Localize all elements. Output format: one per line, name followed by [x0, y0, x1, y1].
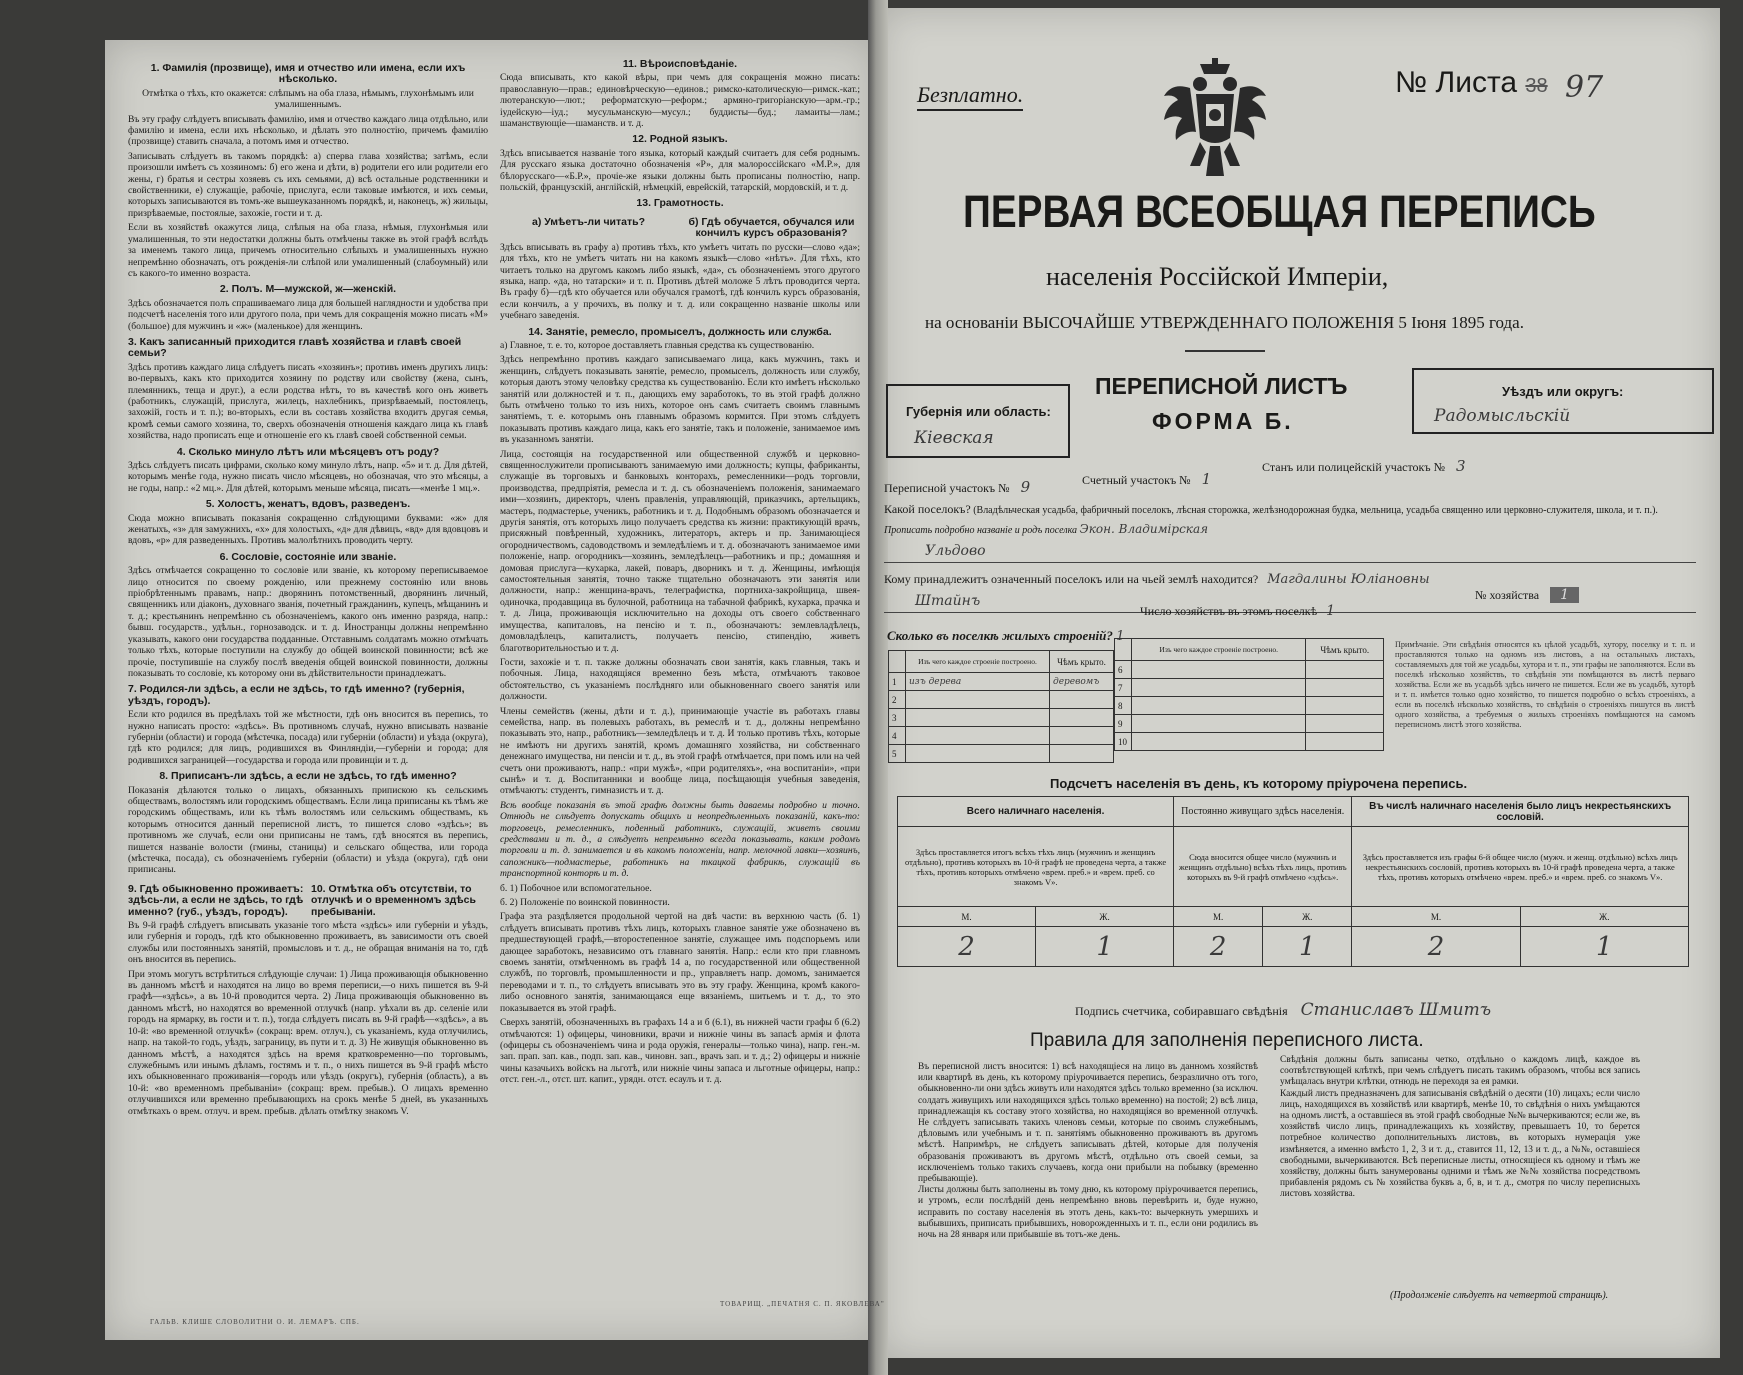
count-desc-nonpeasant: Здѣсь проставляется изъ графы 6-й общее число (мужч. и женщ. отдѣльно) всѣхъ лицъ некрестьянскихъ сословій, противъ которыхъ въ 10-й графѣ проведена черта, а также тѣхъ, противъ которыхъ отмѣчено «врем. преб.» и «врем. преб. со знакомъ V». — [1352, 827, 1689, 907]
count-total-m: 2 — [898, 927, 1036, 967]
paragraph: Здѣсь вписывать въ графу а) противъ тѣхъ, кто умѣетъ читать по русски—слово «да»; для тѣхъ, кто не умѣетъ читать ни на какомъ языкѣ—слово «нѣтъ». Для тѣхъ, кто читаетъ только на другомъ какомъ либо языкѣ, «да», съ обозначеніемъ этого другого языка, напр. «да, но татарски» и т. п. Противъ дѣтей моложе 5 лѣтъ проводится черта. Въ графу б)—гдѣ кто обучается или обучался грамотѣ, гдѣ кончилъ курсъ образованія, если кончилъ, а у прочихъ, въ полку и т. д. или сокращенно названіе школы или учебнаго заведенія. — [500, 241, 860, 322]
book-spine — [868, 0, 888, 1375]
uezd-label: Уѣздъ или округъ: — [1502, 384, 1624, 399]
section-heading: 5. Холостъ, женатъ, вдовъ, разведенъ. — [205, 498, 411, 511]
uchastok-value: 9 — [1020, 478, 1031, 496]
paragraph: Лица, состоящія на государственной или общественной службѣ и церковно-священнослужители прописываютъ занимаемую ими должность; купцы, фабриканты, служащіе въ торговыхъ и банковыхъ конторахъ, ремесленники—родъ торговли, производства, предпріятія, ремесла и т. д. съ обозначеніемъ положенія, занимаемаго ими—хозяинъ, директоръ, членъ правленія, управляющій, приказчикъ, артельщикъ, мастеръ, подмастерье, ученикъ, работникъ и т. д. Подобнымъ образомъ обозначается и другія занятія, отъ которыхъ лицо получаетъ средства къ жизни: практикующій врачъ, присяжный повѣренный, художникъ, литераторъ, актеръ и пр. Занимающіеся огородничествомъ, садоводствомъ и земледѣліемъ и т. д. обозначаютъ занимаемое ими положеніе, напр. огородникъ—хозяинъ, земледѣлецъ—работникъ и пр.; домашняя и домовая прислуга—кухарка, лакей, поваръ, дворникъ и т. д. Женщины, имѣющія самостоятельныя занятія, точно также тщательно обозначаютъ эти занятія или должности, напр.: женщина-врачъ, телеграфистка, портниха-закройщица, швея-одиночка, продавщица въ булочной, работница на табачной фабрикѣ, кухарка, прачка и т. д. Лица, проживающія исключительно на доходы отъ своего собственнаго имущества, капиталовъ, на пенсію и т. п., обозначаютъ: землевладѣлецъ, домовладѣлецъ, капиталистъ, получаетъ пенсію, стипендію, живетъ благотворительностью и т. д. — [500, 448, 860, 654]
paragraph: Здѣсь отмѣчается сокращенно то сословіе или званіе, къ которому переписываемое лицо относится по своему рожденію, или прежнему состоянію или вновь пріобрѣтеннымъ правамъ, напр.: дворянинъ потомственный, дворянинъ личный, священникъ или діаконъ, духовнаго званія, почетный гражданинъ, купецъ, мѣщанинъ и т. д.; крестьянинъ непремѣнно съ обозначеніемъ, какого онъ именно разряда, напр.: бывш. государств., удѣльн., горнозаводск. и т. д. Иностранцы должны непремѣнно указывать, какого они государства подданные. Отставнымъ солдатамъ можно отмѣчать только тѣхъ, которые поступили на службу до общей воинской повинности; всѣ же прочіе, поступившіе на службу послѣ введенія общей воинской повинности, должны показывать то сословіе, къ которому они въ дѣйствительности принадлежатъ. — [128, 565, 488, 679]
section-heading: 3. Какъ записанный приходится главѣ хозяйства и главѣ своей семьи? — [128, 335, 462, 360]
paragraph: Здѣсь слѣдуетъ писать цифрами, сколько кому минуло лѣтъ, напр. «5» и т. д. Для дѣтей, которымъ менѣе года, нужно писать число мѣсяцевъ, но обозначая, что это мѣсяцы, а не годы, напр.: «2 мц.». Для дѣтей, которымъ меньше мѣсяца, писать—«менѣе 1 мц.». — [128, 460, 488, 494]
signature-label: Подпись счетчика, собиравшаго свѣдѣнія — [1075, 1004, 1288, 1018]
section-heading: 6. Сословіе, состояніе или званіе. — [219, 550, 397, 563]
buildings-value: 1 — [1116, 629, 1125, 644]
rule-line — [884, 562, 1696, 563]
paragraph: Сюда можно вписывать показанія сокращенно слѣдующими буквами: «ж» для женатыхъ, «з» для замужнихъ, «х» для холостыхъ, «д» для дѣвицъ, «вд» для вдовцовъ и вдовъ, «р» для разведенныхъ. Противъ малолѣтнихъ проводить черту. — [128, 512, 488, 547]
form-subtitle: ФОРМА Б. — [1152, 408, 1294, 434]
rules-continued: (Продолженіе слѣдуетъ на четвертой страницѣ). — [1390, 1290, 1609, 1301]
table-row — [1115, 733, 1384, 751]
row-number: 1 — [889, 673, 906, 691]
col-head-roof: Чѣмъ крыто. — [1050, 651, 1114, 673]
zh-label: Ж. — [1036, 907, 1174, 927]
sheet-number-handwritten: 97 — [1565, 70, 1604, 105]
schet-field — [1082, 470, 1211, 488]
row-number: 10 — [1115, 733, 1132, 751]
row-number: 9 — [1115, 715, 1132, 733]
paragraph: а) Главное, т. е. то, которое доставляетъ главныя средства къ существованію. — [500, 339, 815, 351]
col-head-material: Изъ чего каждое строеніе построено. — [906, 651, 1050, 673]
sheet-number: 38 — [1525, 75, 1548, 97]
count-permanent-m: 2 — [1174, 927, 1263, 967]
material-cell — [906, 691, 1050, 709]
section-heading: 1. Фамилія (прозвище), имя и отчество или имена, если ихъ нѣсколько. — [150, 62, 466, 86]
material-cell — [906, 745, 1050, 763]
gubernia-box — [886, 384, 1070, 458]
col-head-material: Изъ чего каждое строеніе построено. — [1132, 639, 1306, 661]
table-row — [1115, 715, 1384, 733]
row-number: 4 — [889, 727, 906, 745]
table-row — [889, 727, 1114, 745]
paragraph: Если кто родился въ предѣлахъ той же мѣстности, гдѣ онъ вносится въ перепись, то нужно написать просто: «здѣсь». Въ противномъ случаѣ, нужно вписывать названіе губерніи (области) и города (мѣстечка, посада) или губерніи (области) и уѣзда (округа), гдѣ кто родился; для лицъ, родившихся въ Финляндіи,—губерніи и города; для родившихся заграницей—государства и города или провинціи и т. д. — [128, 709, 488, 766]
section-heading: 8. Приписанъ-ли здѣсь, а если не здѣсь, то гдѣ именно? — [159, 770, 457, 783]
paragraph: Члены семействъ (жены, дѣти и т. д.), принимающіе участіе въ работахъ главы семейства, напр. въ полевыхъ работахъ, въ ремеслѣ и т. д., должны непремѣнно показывать это, напр., работникъ—земледѣлецъ и т. д. И только противъ тѣхъ, которые не имѣютъ ни другихъ занятій, кромъ домашняго хозяйства, ни собственнаго денежнаго имущества, ни пенсіи и т. д., въ этой графѣ отмѣчается, при помъ или на чей счетъ они проживаютъ, напр.: «при мужѣ», «при родителяхъ», «на воспитаніи», «при сынѣ» и т. д. Воспитанники и вообще лица, посѣщающія учебныя заведенія, отмѣчаютъ: студентъ, гимназистъ и т. д. — [500, 705, 860, 797]
printer-footer-right: ТОВАРИЩ. „ПЕЧАТНЯ С. П. ЯКОВЛЕВА" — [720, 1300, 885, 1308]
stan-label: Станъ или полицейскій участокъ № — [1262, 460, 1446, 474]
paragraph: Записывать слѣдуетъ въ такомъ порядкѣ: а) сперва глава хозяйства; затѣмъ, если произошли имѣетъ съ хозяиномъ: б) его жена и дѣти, в) родители его или родители его жены, г) братья и сестры хозяевъ съ ихъ семьями, д) всѣ остальные родственники и свойственники, е) служащіе, рабочіе, прислуга, если таковые имѣются, и ихъ семьи, которыхъ записываются въ томъ-же вышеуказанномъ порядкѣ, и, наконецъ, ж) жильцы, призрѣваемые, постоялые, захожіе, гости и т. д. — [128, 150, 488, 219]
count-desc-permanent: Сюда вносится общее число (мужчинъ и женщинъ отдѣльно) всѣхъ тѣхъ лицъ, противъ которыхъ въ 9-й графѣ отмѣчено «здѣсь». — [1174, 827, 1352, 907]
buildings-table-right — [1114, 638, 1384, 751]
table-row — [889, 673, 1114, 691]
paragraph: Сюда вписывать, кто какой вѣры, при чемъ для сокращенія можно писать: православную—прав.; единовѣрческую—единов.; римско-католическую—римск.-кат.; лютеранскую—лют.; реформатскую—реформ.; армяно-григоріанскую—арм.-гр.; іудейскую—іуд.; мусульманскую—мусул.; буддисты—буд.; ламаиты—лам.; шаманствующіе—шаманств. и т. д. — [500, 72, 860, 130]
roof-cell — [1050, 727, 1114, 745]
schet-value: 1 — [1201, 470, 1212, 488]
paragraph: Если въ хозяйствѣ окажутся лица, слѣпыя на оба глаза, нѣмыя, глухонѣмыя или умалишенныя, то эти недостатки должны быть отмѣчены также въ этой графѣ вслѣдъ за именемъ такого лица, причемъ относительно слѣпыхъ и умалишенныхъ нужно непремѣнно обозначать, отъ рожденія-ли слѣпой или умалишенный (слабоумный) или съ какого-то именно возраста. — [128, 222, 488, 279]
signature-field — [1075, 1000, 1491, 1020]
section-heading: 2. Полъ. М—мужской, ж—женскій. — [219, 283, 397, 296]
section-heading: 9. Гдѣ обыкновенно проживаетъ: здѣсь-ли, а если не здѣсь, то гдѣ именно? (губ., уѣздъ, городъ). — [128, 882, 304, 918]
m-label: М. — [1174, 907, 1263, 927]
double-headed-eagle-emblem — [1160, 58, 1270, 188]
m-label: М. — [898, 907, 1036, 927]
row-number: 6 — [1115, 661, 1132, 679]
section-heading: 12. Родной языкъ. — [632, 133, 728, 146]
m-label: М. — [1352, 907, 1520, 927]
gubernia-value: Кіевская — [914, 428, 994, 448]
count-head-permanent: Постоянно живущаго здѣсь населенія. — [1174, 797, 1352, 827]
section-heading: 11. Вѣроисповѣданіе. — [622, 58, 738, 70]
row-number: 8 — [1115, 697, 1132, 715]
zh-label: Ж. — [1520, 907, 1688, 927]
paragraph: б. 2) Положеніе по воинской повинности. — [500, 897, 670, 909]
printer-footer-left: ГАЛЬВ. КЛИШЕ СЛОВОЛИТНИ О. И. ЛЕМАРЪ. СПБ. — [150, 1318, 360, 1326]
rules-column-left: Въ переписной листъ вносится: 1) всѣ находящіеся на лицо въ данномъ хозяйствѣ или квартирѣ въ день, къ которому пріурочивается перепись, безразлично отъ того, обыкновенно-ли они здѣсь живутъ или находятся здѣсь только временно (за исключ. солдатъ живущихъ или находящихся здѣсь только временно) на постой; 2) всѣ лица, принадлежащія къ составу этого хозяйства, но находящіяся во временной отлучкѣ. Не слѣдуетъ записывать такихъ членовъ семьи, которые по своимъ служебнымъ, дѣловымъ или учебнымъ и т. п. занятіямъ обыкновенно проживаютъ въ другомъ мѣстѣ. Напримѣръ, не слѣдуетъ записывать дѣтей, которые для полученія образованія проживаютъ въ другомъ мѣстѣ, отдѣльно отъ своей семьи, за исключеніемъ только такихъ случаевъ, когда они прибыли на побывку (временно пребывающіе). Листы должны быть заполнены въ тому дню, къ которому пріурочивается перепись, и утромъ, если послѣдній день непремѣнно вновь перевѣрить и, буде нужно, исправить по составу населенія въ этотъ день, какъ-то: вычеркнуть умершихъ и выбывшихъ, приписать прибывшихъ, новорожденныхъ и т. п., если они родились въ ночь на 28 января или прибывшіе въ тотъ-же день. — [918, 1062, 1258, 1241]
count-permanent-zh: 1 — [1263, 927, 1352, 967]
form-title: ПЕРЕПИСНОЙ ЛИСТЪ — [1095, 373, 1348, 399]
section-heading: 10. Отмѣтка объ отсутствіи, то отлучкѣ и о временномъ здѣсь пребываніи. — [311, 882, 476, 918]
count-nonpeasant-zh: 1 — [1520, 927, 1688, 967]
owner-field — [884, 572, 1430, 587]
section-heading: Отмѣтка о тѣхъ, кто окажется: слѣпымъ на оба глаза, нѣмымъ, глухонѣмымъ или умалишеннымъ. — [142, 87, 474, 111]
material-cell — [906, 709, 1050, 727]
stan-value: 3 — [1456, 457, 1466, 475]
paragraph: Здѣсь непремѣнно противъ каждаго записываемаго лица, какъ мужчинъ, такъ и женщинъ, слѣдуетъ показывать занятіе, ремесло, промыселъ, должность или службу, которыя даютъ этому человѣку средства къ существованію. Если кто имѣетъ нѣсколько занятій или должностей и т. п., дающихъ ему заработокъ, то въ этой графѣ должно быть отмѣчено только то изъ нихъ, которое онъ самъ считаетъ своимъ главнымъ занятіемъ, т. е. которымъ онъ главнымъ образомъ кормится. При этомъ слѣдуетъ показывать противъ каждаго лица, какъ его занятіе, такъ и положеніе, занимаемое имъ въ указанномъ занятіи. — [500, 354, 860, 446]
count-nonpeasant-m: 2 — [1352, 927, 1520, 967]
row-number: 5 — [889, 745, 906, 763]
poselok-label: Какой поселокъ? — [884, 502, 971, 516]
buildings-note: Примѣчаніе. Эти свѣдѣнія относятся къ цѣлой усадьбѣ, хутору, поселку и т. п. и проставляются только на одномъ изъ листовъ, а на остальныхъ листахъ, составляемыхъ для той же усадьбы, хутора и т. п., эти графы не заполняются. Если въ поселкѣ нѣсколько хозяйствъ, то свѣдѣнія эти помѣщаются въ листѣ перваго хозяйства. Если же въ усадьбѣ здѣсь ничего не пишется. Если же въ усадьбѣ, хуторѣ и т. п. имѣется только одно хозяйство, то пишется подробно о всѣхъ строеніяхъ, а если въ поселкѣ нѣсколько хозяйствъ, то свѣдѣнія о строеніяхъ пишутся въ листѣ одного хозяйства, а требуемыя о жилыхъ строеніяхъ помѣщаются на самомъ переписномъ листѣ этого хозяйства. — [1395, 640, 1695, 729]
section-heading: 4. Сколько минуло лѣтъ или мѣсяцевъ отъ роду? — [176, 445, 440, 458]
poselok-hint: (Владѣльческая усадьба, фабричный поселокъ, лѣсная сторожка, желѣзнодорожная будка, мельница, усадьба священно или церковно-служителя, школа, и т. п.). — [973, 505, 1658, 516]
census-title: ПЕРВАЯ ВСЕОБЩАЯ ПЕРЕПИСЬ — [963, 186, 1596, 237]
instructions-column-1 — [128, 58, 488, 1298]
uchastok-label: Переписной участокъ № — [884, 481, 1010, 495]
count-title: Подсчетъ населенія въ день, къ которому пріурочена перепись. — [1050, 776, 1468, 791]
poselok-value-2: Ульдово — [925, 543, 986, 559]
household-number-field — [1475, 587, 1579, 603]
households-field — [1140, 603, 1335, 619]
material-cell: изъ дерева — [906, 673, 1050, 691]
gubernia-label: Губернія или область: — [906, 404, 1051, 419]
section-heading: 13. Грамотность. — [636, 197, 724, 210]
table-row — [889, 691, 1114, 709]
uchastok-field — [884, 478, 1030, 496]
paragraph: б. 1) Побочное или вспомогательное. — [500, 882, 652, 894]
roof-cell — [1050, 745, 1114, 763]
row-number: 2 — [889, 691, 906, 709]
roof-cell: деревомъ — [1050, 673, 1114, 691]
divider — [1185, 350, 1265, 352]
section-subheading: а) Умѣетъ-ли читать? — [532, 215, 645, 228]
table-row — [889, 709, 1114, 727]
buildings-label: Сколько въ поселкѣ жилыхъ строеній? — [887, 628, 1113, 643]
paragraph: Здѣсь обозначается полъ спрашиваемаго лица для большей наглядности и удобства при подсчетѣ населенія того или другого пола, при чемъ для сокращенія можно писать «М» (большое) для мужчинъ и «ж» (маленькое) для женщинъ. — [128, 297, 488, 332]
poselok-hint2: Прописать подробно названіе и родъ поселка — [884, 525, 1078, 536]
table-row — [1115, 679, 1384, 697]
census-subtitle: населенія Россійской Имперіи, — [1046, 262, 1389, 291]
owner-label: Кому принадлежитъ означенный поселокъ или на чьей землѣ находится? — [884, 572, 1259, 586]
sheet-label: № Листа — [1395, 66, 1518, 99]
section-heading: 14. Занятіе, ремесло, промыселъ, должность или служба. — [528, 325, 832, 338]
paragraph: При этомъ могутъ встрѣтиться слѣдующіе случаи: 1) Лица проживающія обыкновенно въ данномъ мѣстѣ и находятся на лицо во время переписи,—о нихъ пишется въ 9-й графѣ—«здѣсь», а въ 10-й проводится черта. 2) Лица проживающія обыкновенно въ данномъ мѣстѣ, но находятся во временной отлучкѣ (напр. уѣхали въ др. селеніе или городъ на ярмарку, въ гости и т. п.), тогда слѣдуетъ писать въ 9-й графѣ—«здѣсь», а въ 10-й: «во временной отлучкѣ» (сокращ: врем. отлуч.), съ указаніемъ, куда отлучились, напр. на такой-то годъ, уѣздъ, заграницу, въ пути и т. д. 3) Не живущія обыкновенно въ данномъ мѣстѣ, а находятся здѣсь на время кратковременно—по торговымъ, служебнымъ или инымъ дѣламъ, гостямъ и т. п., о нихъ пишется въ 9-й графѣ мѣсто ихъ обыкновеннаго проживанія—городъ или уѣздъ (округъ), губернія (область), а въ 10-й: «во временномъ пребываніи» (сокращ: врем. пребыв.). О лицахъ временно отлучившихся или временно пребывающихъ на срокъ менѣе 5 дней, въ указанныхъ отмѣткахъ о врем. отлуч. и врем. пребыв. дѣлать отмѣтку знакомъ V. — [128, 968, 488, 1117]
stan-field — [1262, 457, 1466, 475]
paragraph: Въ 9-й графѣ слѣдуетъ вписывать указаніе того мѣста «здѣсь» или губерніи и уѣздъ, или губернія и городъ, гдѣ кто обыкновенно проживаетъ, въ зависимости отъ своей службы или постоянныхъ занятій, промысловъ и т. д., не обращая вниманія на то, гдѣ онъ вносится въ перепись. — [128, 920, 488, 966]
paragraph: Всѣ вообще показанія въ этой графѣ должны быть даваемы подробно и точно. Отнюдь не слѣдуетъ допускать общихъ и неопредѣленныхъ показаній, какъ-то: торговецъ, ремесленникъ, поденный работникъ, служащій, живетъ своими средствами и т. д., а слѣдуетъ непремѣнно всегда показывать, каким родомъ торговли и т. д. занимается и въ какомъ положеніи, напр. мелочной лавки—хозяинъ, сапожникъ—подмастерье, работникъ на ткацкой фабрикѣ, служащій въ транспортной конторѣ и т. д. — [500, 799, 860, 880]
population-count-table — [897, 796, 1689, 967]
paragraph: Здѣсь противъ каждаго лица слѣдуетъ писать «хозяинъ»; противъ именъ другихъ лицъ: во-первыхъ, какъ кто приходится хозяину по родству или свойству (жена, сынъ, племянникъ, теща и друг.), а если родства нѣтъ, то въ качествѣ кого онъ живетъ (работникъ, служащій, прислуга, жилецъ, нахлебникъ, призрѣваемый, постоялецъ, захожій, гость и т. п.); во-вторыхъ, если въ составъ хозяйства входитъ другая семья, кромѣ семьи самого хозяина, то, сверхъ обозначенія отношенія каждаго лица къ главѣ хозяйства, надо прописать еще и отношеніе его къ главѣ своей собственной семьи. — [128, 361, 488, 442]
rules-column-right: Свѣдѣнія должны быть записаны четко, отдѣльно о каждомъ лицѣ, каждое въ соотвѣтствующей клѣткѣ, при чемъ слѣдуетъ писать такимъ образомъ, чтобы вся запись умѣщалась внутри клѣтки, отнюдь не переходя за ея рамки. Каждый листъ предназначенъ для записыванія свѣдѣній о десяти (10) лицахъ; если число лицъ, находящихся въ хозяйствѣ или квартирѣ, менѣе 10, то свѣдѣнія о нихъ умѣщаются на одномъ листѣ, а оставшіеся въ этой графѣ свободные №№ вычеркиваются; если же, въ хозяйствѣ число лицъ, принадлежащихъ къ хозяйству, превышаетъ 10, то берется потребное количество дополнительныхъ листовъ, въ которыхъ нумерація уже измѣняется, а именно вмѣсто 1, 2, 3 и т. д., ставится 11, 12, 13 и т. д., а №№, оставшіеся свободными, вычеркиваются. Всѣ переписные листы, относящіеся къ одному и тѣмъ же хозяйству, должны быть занумерованы одними и тѣмъ же №№ хозяйства посредствомъ прибавленія рядомъ съ № хозяйства буквъ а, б, в, и т. д., смотря по числу переписныхъ листовъ хозяйства. — [1280, 1055, 1640, 1200]
households-label: Число хозяйствъ въ этомъ поселкѣ — [1140, 604, 1318, 618]
count-desc-total: Здѣсь проставляется итогъ всѣхъ тѣхъ лицъ (мужчинъ и женщинъ отдѣльно), противъ которыхъ въ 10-й графѣ не проведена черта, а также тѣхъ, противъ которыхъ отмѣчено «врем. преб.» и «врем. преб. со знакомъ V». — [898, 827, 1174, 907]
count-head-total: Всего наличнаго населенія. — [898, 797, 1174, 827]
rules-title: Правила для заполненія переписного листа. — [1030, 1030, 1424, 1051]
households-value: 1 — [1326, 603, 1336, 619]
roof-cell — [1050, 709, 1114, 727]
table-row — [1115, 697, 1384, 715]
section-heading: 7. Родился-ли здѣсь, а если не здѣсь, то гдѣ именно? (губернія, уѣздъ, городъ). — [128, 683, 465, 707]
census-basis: на основаніи ВЫСОЧАЙШЕ УТВЕРЖДЕННАГО ПОЛОЖЕНІЯ 5 Іюня 1895 года. — [925, 313, 1524, 332]
signature-value: Станиславъ Шмитъ — [1300, 1000, 1492, 1020]
paragraph: Въ эту графу слѣдуетъ вписывать фамилію, имя и отчество каждаго лица отдѣльно, или фамилію и имена, если ихъ нѣсколько, и дѣлать это полностію, причемъ фамилію (прозвище) ставить сначала, а потомъ имя и отчество. — [128, 113, 488, 148]
free-label: Безплатно. — [917, 82, 1023, 111]
owner-value-2: Штайнъ — [915, 593, 981, 609]
buildings-field — [887, 628, 1124, 644]
poselok-value: Экон. Владимірская — [1079, 522, 1209, 536]
paragraph: Графа эта раздѣляется продольной чертой на двѣ части: въ верхнюю часть (б. 1) слѣдуетъ вписывать противъ тѣхъ лицъ, которыхъ главное занятіе уже обозначено въ предшествующей графѣ,—второстепенное занятіе, служащее имъ подспорьемъ или дающее заработокъ, независимо отъ главнаго занятія. Напр.: если кто при главномъ своемъ занятіи, отмѣченномъ въ графѣ 14 а, по государственной или общественной службѣ, по торговлѣ, промышленности и пр., управляетъ напр. домомъ, занимается переводами и т. п., то слѣдуетъ вписывать это въ эту графу. Женщина, кромѣ какого-либо основного занятія, занимающаяся еще вязаніемъ, шитьемъ и т. д., то это показывается въ этой графѣ. — [500, 911, 860, 1014]
paragraph: Здѣсь вписывается названіе того языка, который каждый считаетъ для себя роднымъ. Для русскаго языка достаточно обозначенія «Р», для малороссійскаго «М.Р.», для бѣлорусскаго—«Б.Р.», прочіе-же языки должны быть прописаны полностію, напр. польскій, французскій, англійскій, нѣмецкій, еврейскій, татарскій, мордовскій, и т. д. — [500, 147, 860, 194]
table-row — [1115, 661, 1384, 679]
household-number-value: 1 — [1550, 587, 1579, 603]
schet-label: Счетный участокъ № — [1082, 473, 1191, 487]
uezd-box — [1412, 368, 1714, 434]
section-subheading: б) Гдѣ обучается, обучался или кончилъ курсъ образованія? — [688, 215, 855, 240]
col-head-roof: Чѣмъ крыто. — [1306, 639, 1384, 661]
paragraph: Гости, захожіе и т. п. также должны обозначать свои занятія, какъ главныя, такъ и побочныя. Лица, находящіяся временно безъ мѣста, отмѣчаютъ таковое обстоятельство, съ указаніемъ послѣдняго или обыкновеннаго своего занятія или должности. — [500, 656, 860, 703]
table-row — [889, 745, 1114, 763]
household-number-label: № хозяйства — [1475, 588, 1540, 602]
paragraph: Сверхъ занятій, обозначенныхъ въ графахъ 14 а и б (6.1), въ нижней части графы б (6.2) отмѣчаются: 1) офицеры, чиновники, врачи и нижніе чины въ запасѣ армія и флота (офицеры съ обозначеніемъ чина и рода оружія, генералы—только чина), напр. ген.-м. зап. прап. зап. кав., подп. зап. кав., чиновн. зап., врачъ зап. и т. д.; 2) офицеры и нижніе чины казачьихъ войскъ на льготѣ, или нижніе чины запаса и льготные офицеры, напр.: отст. ген.-л., отст. шт. капит., урядн. отст. есаулъ и т. д. — [500, 1017, 860, 1086]
count-total-zh: 1 — [1036, 927, 1174, 967]
uezd-value: Радомысльскій — [1434, 406, 1571, 426]
row-number: 7 — [1115, 679, 1132, 697]
count-head-nonpeasant: Въ числѣ наличнаго населенія было лицъ некрестьянскихъ сословій. — [1352, 797, 1689, 827]
instructions-column-2 — [500, 54, 860, 1284]
poselok-field — [884, 500, 1696, 540]
owner-value: Магдалины Юліановны — [1267, 572, 1430, 587]
sheet-number-label — [1395, 66, 1548, 100]
zh-label: Ж. — [1263, 907, 1352, 927]
roof-cell — [1050, 691, 1114, 709]
buildings-table-left — [888, 650, 1114, 763]
paragraph: Показанія дѣлаются только о лицахъ, обязанныхъ припискою къ сельскимъ обществамъ, волостямъ или городскимъ обществамъ. Если лица приписаны къ тѣмъ же городскимъ обществамъ, или къ тѣмъ волостямъ или сельскимъ обществамъ, къ которымъ относится данный переписной листъ, то пишется слово «здѣсь»; въ противномъ же случаѣ, если они приписаны не тамъ, гдѣ вносятся въ перепись, пишется названіе волости (гмины, станицы) и сельскаго общества, или города (мѣстечка, посада), съ обозначеніемъ губерніи (области) и уѣзда (округа), гдѣ они приписаны. — [128, 784, 488, 876]
material-cell — [906, 727, 1050, 745]
row-number: 3 — [889, 709, 906, 727]
